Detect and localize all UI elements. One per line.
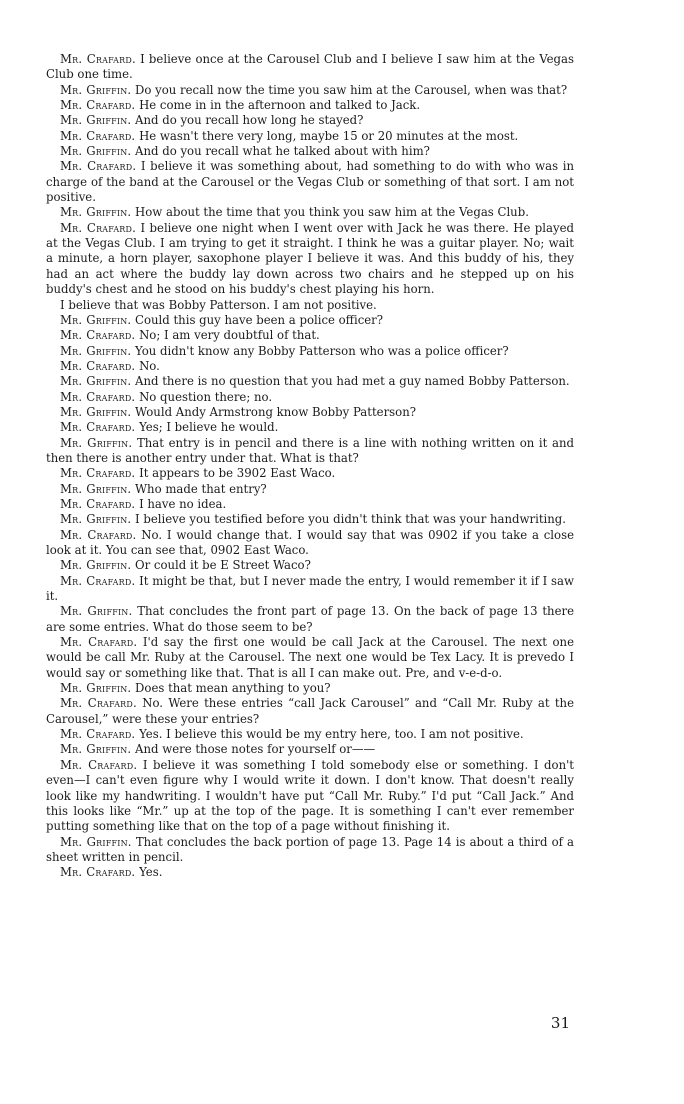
speaker-name: Mr. Crafard.: [60, 358, 136, 373]
speech-text: Do you recall now the time you saw him at the Carousel, when was that?: [135, 82, 568, 97]
speech-text: And were those notes for yourself or——: [135, 742, 376, 757]
speaker-name: Mr. Crafard.: [60, 757, 138, 772]
transcript-paragraph: [46, 758, 574, 835]
speech-text: No question there; no.: [139, 389, 273, 404]
speech-text: I'd say the first one would be call Jack at the Carousel. The next one would be call Mr. Ruby at the Carousel. The next one would be Tex Lacy. It is prevedo I would say or something like that. That is all I can make out. Pre, and v-e-d-o.: [46, 635, 575, 680]
speaker-name: Mr. Griffin.: [60, 834, 132, 849]
transcript-paragraph: [46, 696, 574, 727]
speaker-name: Mr. Crafard.: [60, 98, 136, 113]
speaker-name: Mr. Crafard.: [60, 573, 136, 588]
transcript-paragraph: [46, 98, 574, 113]
transcript-paragraph: [46, 742, 574, 757]
speaker-name: Mr. Griffin.: [60, 558, 132, 573]
speaker-name: Mr. Crafard.: [60, 52, 136, 66]
transcript-paragraph: [46, 83, 574, 98]
speech-text: No. I would change that. I would say that was 0902 if you take a close look at it. You can see that, 0902 East Waco.: [46, 527, 574, 557]
speech-text: And there is no question that you had met a guy named Bobby Patterson.: [135, 374, 570, 389]
transcript-paragraph: [46, 52, 574, 83]
speaker-name: Mr. Griffin.: [60, 205, 132, 220]
transcript-paragraph: [46, 328, 574, 343]
speaker-name: Mr. Griffin.: [60, 404, 132, 419]
speech-text: And do you recall what he talked about with him?: [135, 144, 430, 159]
speaker-name: Mr. Griffin.: [60, 82, 132, 97]
transcript-paragraph: [46, 681, 574, 696]
speaker-name: Mr. Crafard.: [60, 466, 136, 481]
transcript-paragraph: [46, 390, 574, 405]
speaker-name: Mr. Griffin.: [60, 144, 132, 159]
speech-text: No.: [139, 358, 160, 373]
speaker-name: Mr. Griffin.: [60, 374, 132, 389]
speech-text: That concludes the front part of page 13. On the back of page 13 there are some entries. What do those seem to be?: [46, 604, 574, 634]
transcript-paragraph: [46, 727, 574, 742]
transcript-paragraph: [46, 298, 574, 313]
transcript-paragraph: [46, 512, 574, 527]
transcript-paragraph: [46, 835, 574, 866]
speech-text: How about the time that you think you saw him at the Vegas Club.: [135, 205, 529, 220]
transcript-paragraph: [46, 865, 574, 880]
speaker-name: Mr. Griffin.: [60, 343, 132, 358]
speech-text: He wasn't there very long, maybe 15 or 20 minutes at the most.: [139, 128, 519, 143]
speech-text: That concludes the back portion of page 13. Page 14 is about a third of a sheet written in pencil.: [46, 834, 575, 864]
speech-text: I believe one night when I went over with Jack he was there. He played at the Vegas Club. I am trying to get it straight. I think he was a guitar player. No; wait a minute, a horn player, saxophone player I believe it was. And this buddy of his, they had an act where the buddy lay down across two chairs and he stepped up on his buddy's chest and he stood on his buddy's chest playing his horn.: [46, 220, 574, 297]
transcript-paragraph: [46, 558, 574, 573]
speaker-name: Mr. Crafard.: [60, 496, 136, 511]
transcript-paragraph: [46, 497, 574, 512]
speaker-name: Mr. Crafard.: [60, 328, 136, 343]
speaker-name: Mr. Crafard.: [60, 635, 138, 650]
speaker-name: Mr. Crafard.: [60, 389, 136, 404]
speech-text: He come in in the afternoon and talked to Jack.: [139, 98, 421, 113]
speaker-name: Mr. Crafard.: [60, 696, 137, 711]
speaker-name: Mr. Griffin.: [60, 681, 132, 696]
transcript-paragraph: [46, 420, 574, 435]
transcript-paragraph: [46, 144, 574, 159]
transcript-paragraph: [46, 359, 574, 374]
transcript-body: [46, 52, 574, 881]
speech-text: Who made that entry?: [135, 481, 267, 496]
speaker-name: Mr. Griffin.: [60, 481, 132, 496]
transcript-paragraph: [46, 405, 574, 420]
speech-text: I believe you testified before you didn't think that was your handwriting.: [135, 512, 566, 527]
speech-text: It appears to be 3902 East Waco.: [139, 466, 336, 481]
speaker-name: Mr. Griffin.: [60, 742, 132, 757]
speech-text: I believe once at the Carousel Club and I believe I saw him at the Vegas Club one time.: [46, 52, 574, 82]
speaker-name: Mr. Crafard.: [60, 159, 137, 174]
speech-text: You didn't know any Bobby Patterson who was a police officer?: [135, 343, 509, 358]
speech-text: And do you recall how long he stayed?: [135, 113, 364, 128]
speech-text: I have no idea.: [139, 496, 227, 511]
transcript-paragraph: [46, 436, 574, 467]
speaker-name: Mr. Crafard.: [60, 727, 136, 742]
speaker-name: Mr. Crafard.: [60, 865, 136, 880]
speaker-name: Mr. Crafard.: [60, 128, 136, 143]
transcript-paragraph: [46, 528, 574, 559]
transcript-paragraph: [46, 635, 574, 681]
speech-text: No; I am very doubtful of that.: [139, 328, 320, 343]
transcript-paragraph: [46, 313, 574, 328]
speech-text: It might be that, but I never made the entry, I would remember it if I saw it.: [46, 573, 574, 604]
page-number: 31: [550, 1014, 570, 1032]
transcript-paragraph: [46, 205, 574, 220]
transcript-paragraph: [46, 113, 574, 128]
speech-text: I believe that was Bobby Patterson. I am not positive.: [60, 297, 377, 312]
transcript-paragraph: [46, 374, 574, 389]
transcript-paragraph: [46, 466, 574, 481]
speaker-name: Mr. Griffin.: [60, 312, 132, 327]
speech-text: Yes. I believe this would be my entry here, too. I am not positive.: [139, 727, 524, 742]
transcript-paragraph: [46, 221, 574, 298]
speech-text: Or could it be E Street Waco?: [135, 558, 311, 573]
transcript-paragraph: [46, 344, 574, 359]
speaker-name: Mr. Crafard.: [60, 220, 137, 235]
speech-text: Yes.: [139, 865, 163, 880]
transcript-paragraph: [46, 574, 574, 605]
speaker-name: Mr. Griffin.: [60, 113, 132, 128]
transcript-paragraph: [46, 129, 574, 144]
speaker-name: Mr. Griffin.: [60, 604, 133, 619]
speech-text: That entry is in pencil and there is a line with nothing written on it and then there is another entry under that. What is that?: [46, 435, 574, 465]
speaker-name: Mr. Crafard.: [60, 527, 137, 542]
speech-text: Would Andy Armstrong know Bobby Patterson?: [135, 404, 416, 419]
speech-text: I believe it was something I told somebody else or something. I don't even—I can't even figure why I would write it down. I don't know. That doesn't really look like my handwriting. I wouldn't have put “Call Mr. Ruby.” I'd put “Call Jack.” And this looks like “Mr.” up at the top of the page. It is something I can't ever remember putting something like that on the top of a page without finishing it.: [46, 757, 575, 834]
transcript-paragraph: [46, 159, 574, 205]
speech-text: Does that mean anything to you?: [135, 681, 331, 696]
speaker-name: Mr. Crafard.: [60, 420, 136, 435]
speaker-name: Mr. Griffin.: [60, 435, 133, 450]
speech-text: Could this guy have been a police officer?: [135, 312, 384, 327]
speech-text: Yes; I believe he would.: [139, 420, 279, 435]
speech-text: I believe it was something about, had something to do with who was in charge of the band at the Carousel or the Vegas Club or something of that sort. I am not positive.: [46, 159, 574, 205]
speaker-name: Mr. Griffin.: [60, 512, 132, 527]
transcript-paragraph: [46, 482, 574, 497]
transcript-paragraph: [46, 604, 574, 635]
speech-text: No. Were these entries “call Jack Carousel” and “Call Mr. Ruby at the Carousel,” were these your entries?: [46, 696, 574, 726]
